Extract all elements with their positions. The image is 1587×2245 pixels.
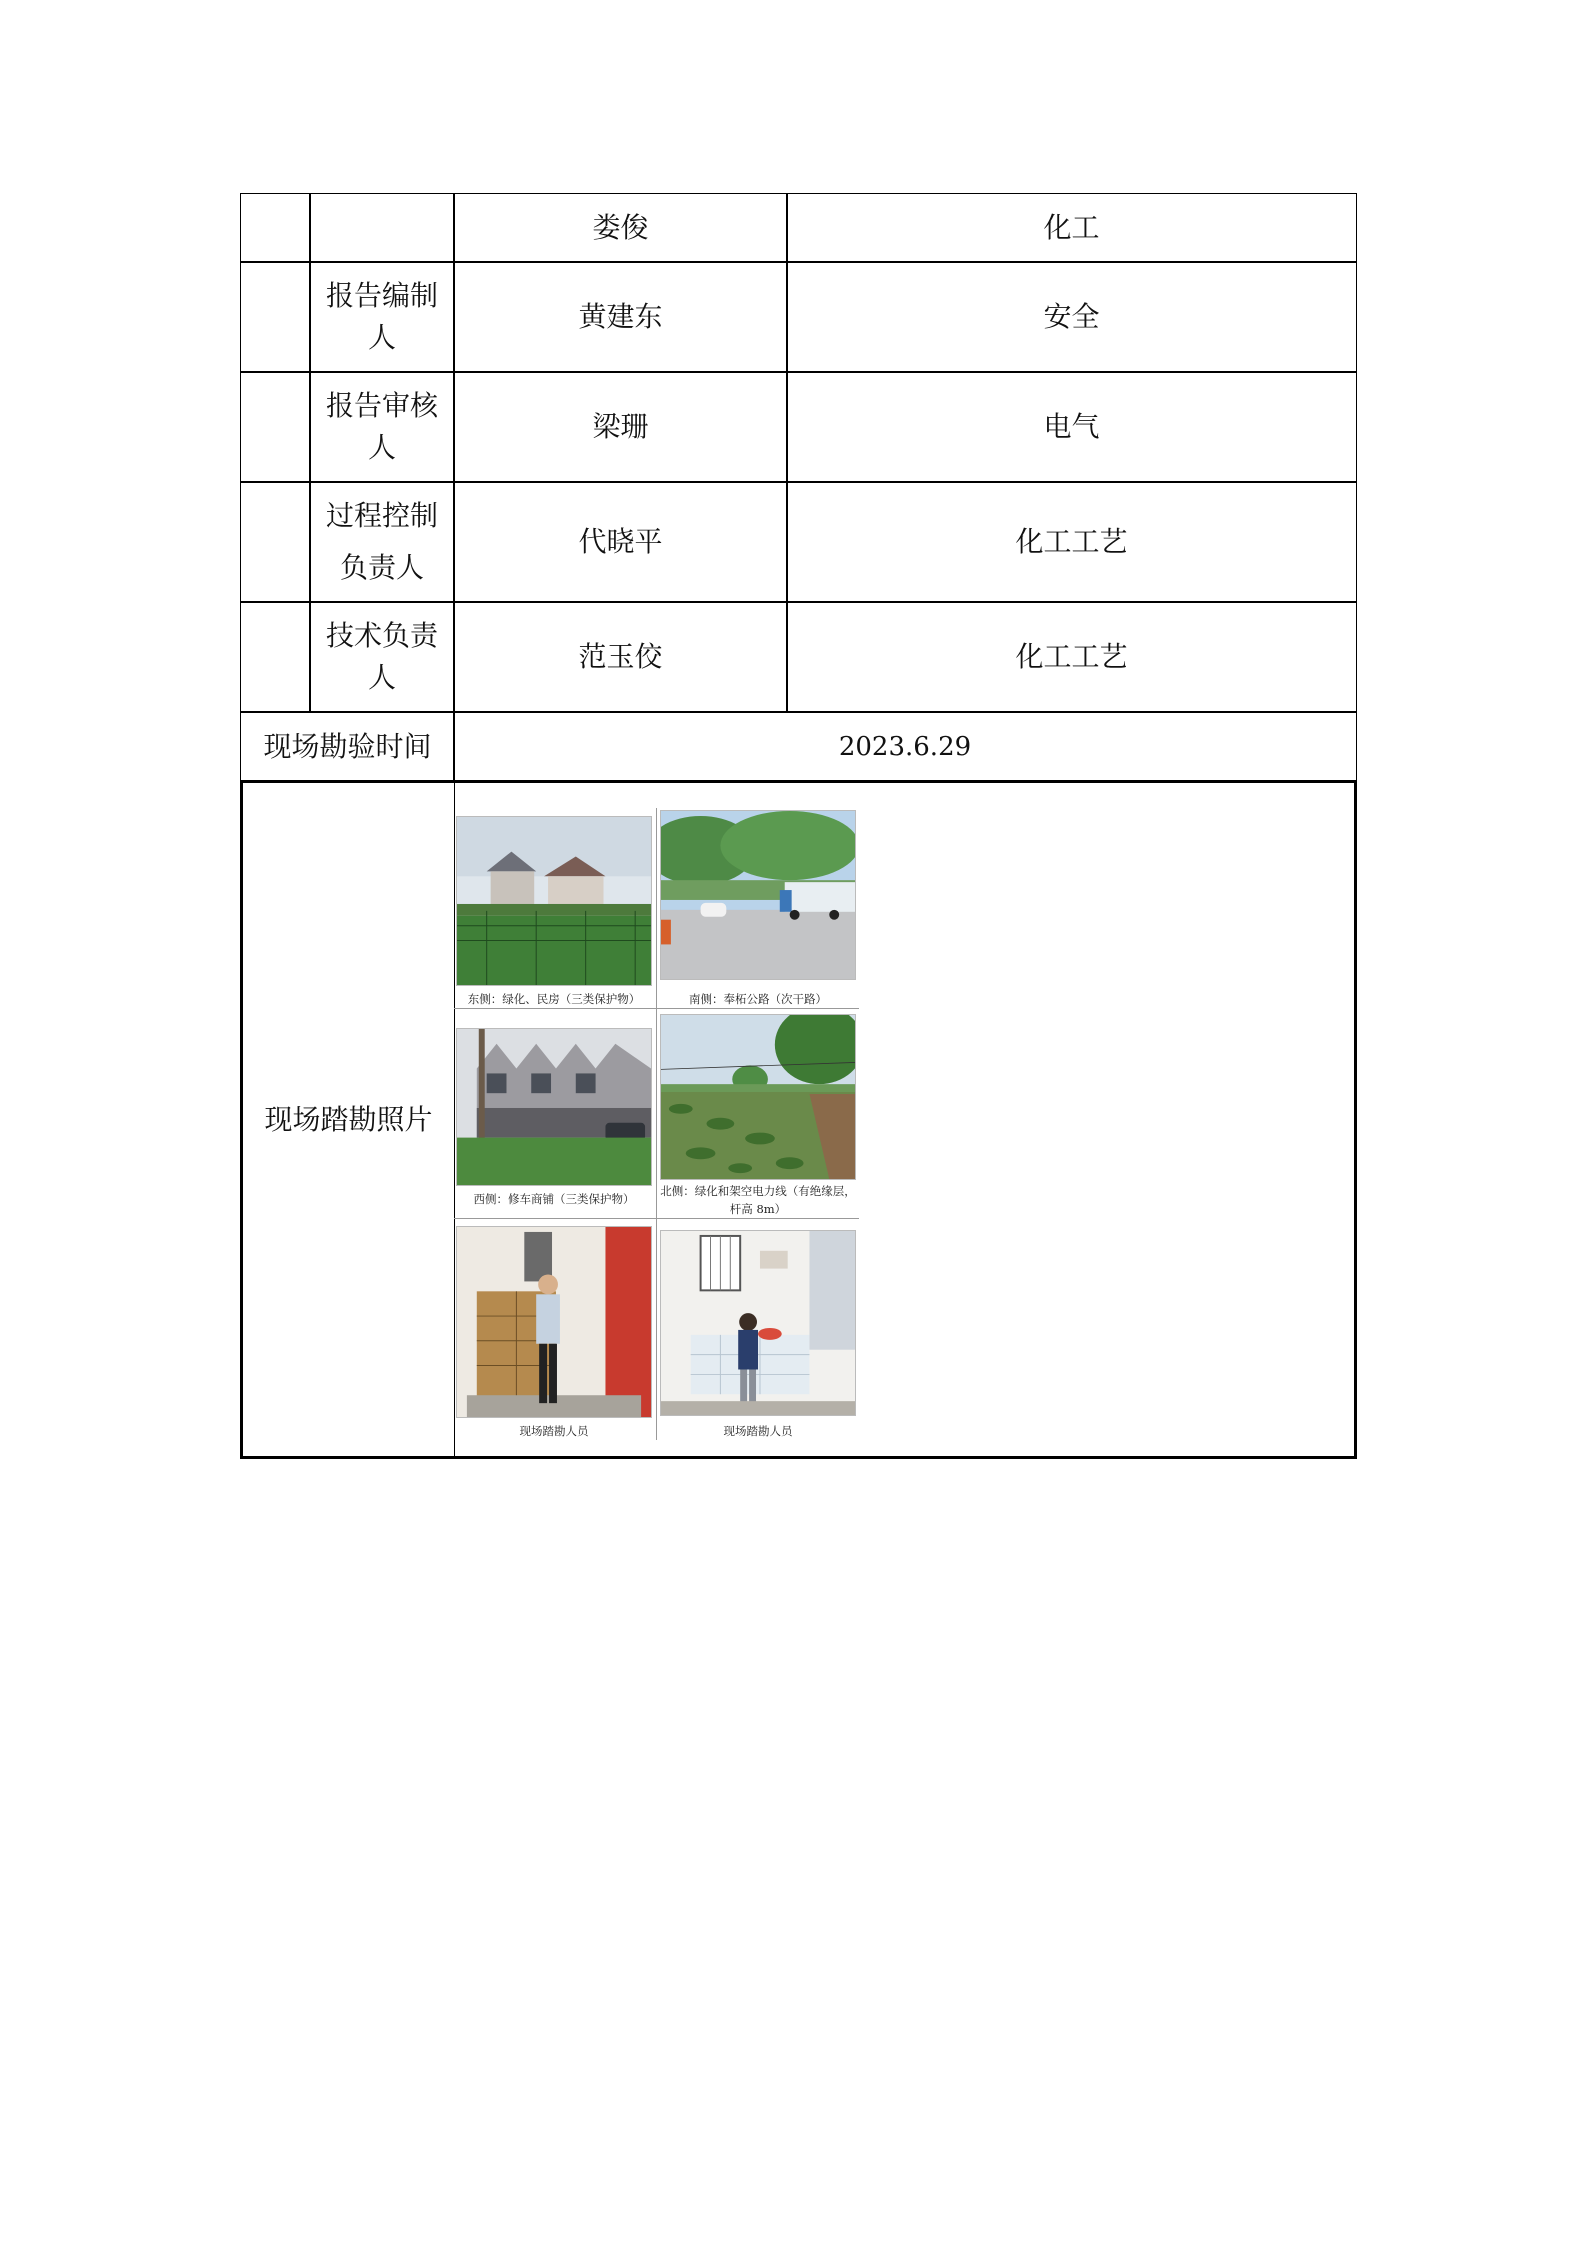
surveyor-male-photo bbox=[456, 1226, 652, 1418]
major-cell: 化工 bbox=[786, 193, 1357, 263]
blank-cell bbox=[240, 261, 311, 373]
photo-grid-divider bbox=[454, 1218, 859, 1219]
table-row bbox=[240, 371, 1357, 483]
major-cell: 电气 bbox=[786, 371, 1357, 483]
major-cell: 化工工艺 bbox=[786, 481, 1357, 603]
table-row bbox=[240, 711, 1357, 782]
photo-caption: 现场踏勘人员 bbox=[519, 1424, 589, 1438]
table-row bbox=[240, 193, 1357, 263]
west-shop-photo bbox=[456, 1028, 652, 1186]
name-cell: 黄建东 bbox=[453, 261, 788, 373]
photo-caption: 南侧：奉柘公路（次干路） bbox=[689, 992, 827, 1006]
name-cell: 范玉佼 bbox=[453, 601, 788, 713]
role-cell: 报告编制人 bbox=[309, 261, 455, 373]
major-cell: 安全 bbox=[786, 261, 1357, 373]
blank-cell bbox=[240, 481, 311, 603]
photo-caption: 北侧：绿化和架空电力线（有绝缘层，杆高 8m） bbox=[660, 1184, 856, 1216]
photo-caption: 东侧：绿化、民房（三类保护物） bbox=[467, 992, 641, 1006]
table-row bbox=[240, 601, 1357, 713]
role-cell bbox=[309, 193, 455, 263]
photo-caption: 现场踏勘人员 bbox=[723, 1424, 793, 1438]
south-road-photo bbox=[660, 810, 856, 980]
photo-caption: 西侧：修车商铺（三类保护物） bbox=[473, 1192, 635, 1206]
blank-cell bbox=[240, 371, 311, 483]
photo-grid-divider bbox=[454, 1008, 859, 1009]
north-field-photo bbox=[660, 1014, 856, 1180]
major-cell: 化工工艺 bbox=[786, 601, 1357, 713]
photo-grid bbox=[454, 808, 859, 1440]
name-cell: 梁珊 bbox=[453, 371, 788, 483]
photo-grid-divider bbox=[656, 808, 657, 1440]
survey-time-label: 现场勘验时间 bbox=[240, 711, 455, 782]
survey-time-value: 2023.6.29 bbox=[453, 711, 1357, 782]
name-cell: 娄俊 bbox=[453, 193, 788, 263]
east-houses-photo bbox=[456, 816, 652, 986]
photos-label: 现场踏勘照片 bbox=[240, 780, 455, 1459]
role-cell: 过程控制负责人 bbox=[309, 481, 455, 603]
role-cell: 报告审核人 bbox=[309, 371, 455, 483]
table-row bbox=[240, 481, 1357, 603]
surveyor-female-photo bbox=[660, 1230, 856, 1416]
name-cell: 代晓平 bbox=[453, 481, 788, 603]
table-row bbox=[240, 261, 1357, 373]
blank-cell bbox=[240, 193, 311, 263]
role-cell: 技术负责人 bbox=[309, 601, 455, 713]
blank-cell bbox=[240, 601, 311, 713]
